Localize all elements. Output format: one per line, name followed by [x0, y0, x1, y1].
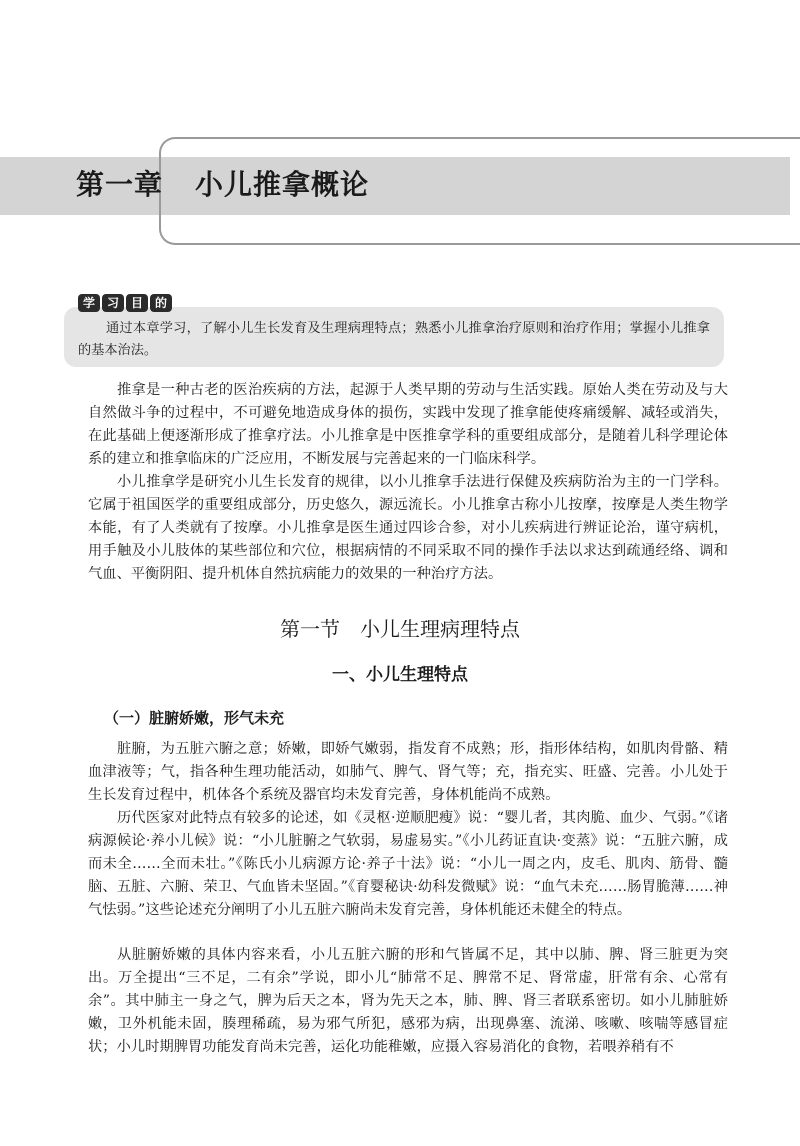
objectives-badge	[78, 294, 172, 312]
section-title	[0, 613, 800, 642]
objectives-badge-char: 学	[78, 294, 100, 312]
section-name: 小儿生理病理特点	[360, 617, 520, 641]
objectives-badge-char: 的	[150, 294, 172, 312]
body-paragraph-1: 脏腑，为五脏六腑之意；娇嫩，即娇气嫩弱，指发育不成熟；形，指形体结构，如肌肉骨骼、精血津液等；气，指各种生理功能活动，如肺气、脾气、肾气等；充，指充实、旺盛、完善。小儿处于生长发育过程中，机体各个系统及器官均未发育完善，身体机能尚不成熟。	[88, 741, 728, 803]
chapter-number: 第一章	[76, 168, 164, 201]
chapter-name: 小儿推拿概论	[195, 168, 370, 201]
intro-paragraph-2: 小儿推拿学是研究小儿生长发育的规律，以小儿推拿手法进行保健及疾病防治为主的一门学科。它属于祖国医学的重要组成部分，历史悠久，源远流长。小儿推拿古称小儿按摩，按摩是人类生物学本能，有了人类就有了按摩。小儿推拿是医生通过四诊合参，对小儿疾病进行辨证论治，谨守病机，用手触及小儿肢体的某些部位和穴位，根据病情的不同采取不同的操作手法以求达到疏通经络、调和气血、平衡阴阳、提升机体自然抗病能力的效果的一种治疗方法。	[88, 474, 728, 582]
intro-paragraph-1: 推拿是一种古老的医治疾病的方法，起源于人类早期的劳动与生活实践。原始人类在劳动及与大自然做斗争的过程中，不可避免地造成身体的损伤，实践中发现了推拿能使疼痛缓解、减轻或消失，在此基础上便逐渐形成了推拿疗法。小儿推拿是中医推拿学科的重要组成部分，是随着儿科学理论体系的建立和推拿临床的广泛应用，不断发展与完善起来的一门临床科学。	[88, 382, 728, 467]
section-number: 第一节	[280, 617, 340, 641]
objectives-badge-char: 目	[126, 294, 148, 312]
body-paragraph-3: 从脏腑娇嫩的具体内容来看，小儿五脏六腑的形和气皆属不足，其中以肺、脾、肾三脏更为突出。万全提出“三不足，二有余”学说，即小儿“肺常不足、脾常不足、肾常虚，肝常有余、心常有余”。其中肺主一身之气，脾为后天之本，肾为先天之本，肺、脾、肾三者联系密切。如小儿肺脏娇嫩，卫外机能未固，腠理稀疏，易为邪气所犯，感邪为病，出现鼻塞、流涕、咳嗽、咳喘等感冒症状；小儿时期脾胃功能发育尚未完善，运化功能稚嫩，应摄入容易消化的食物，若喂养稍有不	[88, 947, 728, 1055]
objectives-badge-char: 习	[102, 294, 124, 312]
objectives-box	[64, 307, 724, 367]
chapter-title	[76, 165, 369, 205]
objectives-text: 通过本章学习，了解小儿生长发育及生理病理特点；熟悉小儿推拿治疗原则和治疗作用；掌握小儿推拿的基本治法。	[78, 321, 710, 358]
subsection-title: 一、小儿生理特点	[332, 665, 468, 685]
body-paragraph-2: 历代医家对此特点有较多的论述，如《灵枢·逆顺肥瘦》说：“婴儿者，其肉脆、血少、气弱。”《诸病源候论·养小儿候》说：“小儿脏腑之气软弱，易虚易实。”《小儿药证直诀·变蒸》说：“五脏六腑，成而未全……全而未壮。”《陈氏小儿病源方论·养子十法》说：“小儿一周之内，皮毛、肌肉、筋骨、髓脑、五脏、六腑、荣卫、气血皆未坚固。”《育婴秘诀·幼科发微赋》说：“血气未充……肠胃脆薄……神气怯弱。”这些论述充分阐明了小儿五脏六腑尚未发育完善，身体机能还未健全的特点。	[88, 810, 728, 918]
point-title: （一）脏腑娇嫩，形气未充	[104, 709, 285, 727]
